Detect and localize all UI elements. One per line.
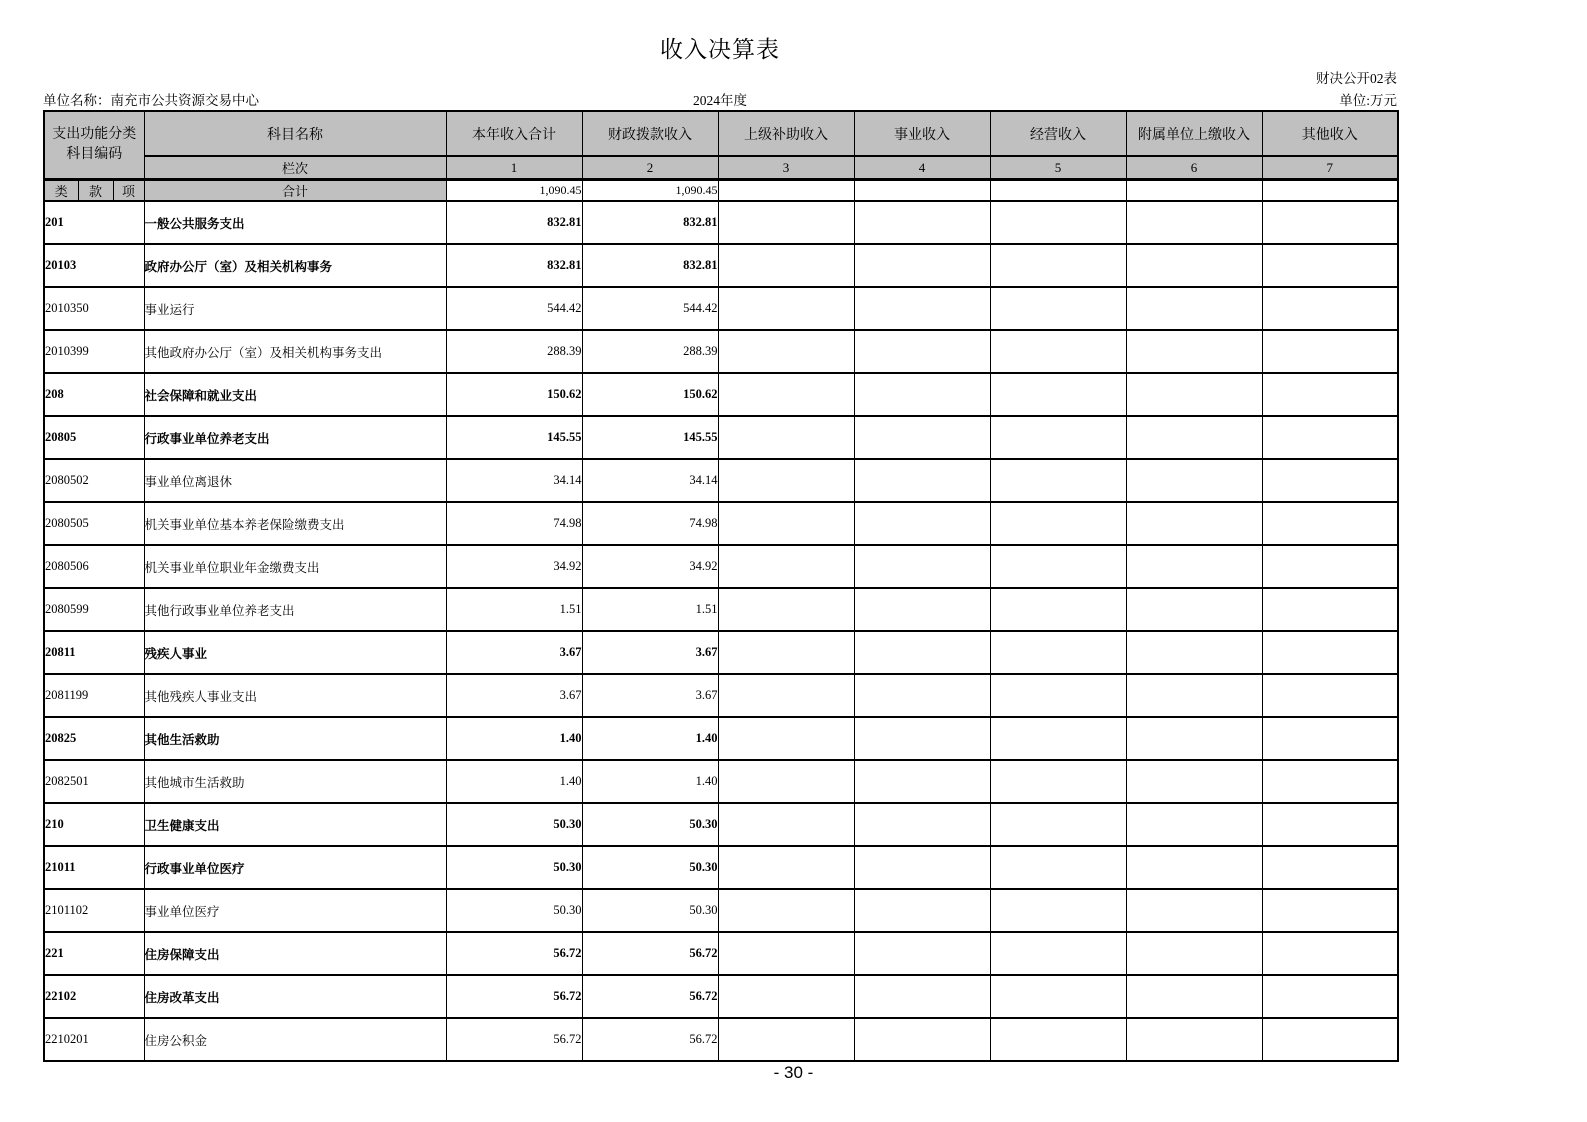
doc-code-label: 财决公开02表 (1316, 71, 1397, 86)
row-value-col4 (854, 502, 990, 545)
row-value-col2: 56.72 (582, 932, 718, 975)
row-subject-name: 残疾人事业 (144, 631, 446, 674)
row-value-col7 (1262, 330, 1398, 373)
row-subject-name: 其他生活救助 (144, 717, 446, 760)
row-value-col4 (854, 416, 990, 459)
header-col-business-income: 经营收入 (990, 111, 1126, 156)
row-value-col1: 56.72 (446, 975, 582, 1018)
row-value-col6 (1126, 932, 1262, 975)
row-value-col4 (854, 674, 990, 717)
row-value-col7 (1262, 459, 1398, 502)
row-value-col2: 832.81 (582, 244, 718, 287)
table-row (44, 932, 1398, 975)
row-value-col7 (1262, 416, 1398, 459)
header-col-total-income: 本年收入合计 (446, 111, 582, 156)
row-value-col3 (718, 674, 854, 717)
row-value-col2: 544.42 (582, 287, 718, 330)
header-code-column (44, 111, 144, 180)
revenue-final-accounts-table (43, 110, 1399, 1062)
row-value-col5 (990, 201, 1126, 244)
row-value-col5 (990, 674, 1126, 717)
header-col-subordinate-remittance: 附属单位上缴收入 (1126, 111, 1262, 156)
row-value-col4 (854, 846, 990, 889)
row-value-col3 (718, 416, 854, 459)
row-value-col6 (1126, 416, 1262, 459)
row-value-col7 (1262, 502, 1398, 545)
row-subject-name: 机关事业单位职业年金缴费支出 (144, 545, 446, 588)
col-number-7: 7 (1262, 156, 1398, 180)
row-value-col1: 145.55 (446, 416, 582, 459)
row-value-col5 (990, 244, 1126, 287)
table-row (44, 588, 1398, 631)
grand-total-col5 (990, 180, 1126, 202)
table-row (44, 674, 1398, 717)
page-number: - 30 - (773, 1063, 814, 1082)
row-value-col4 (854, 889, 990, 932)
row-value-col7 (1262, 588, 1398, 631)
row-value-col7 (1262, 373, 1398, 416)
row-code: 20103 (44, 244, 144, 287)
code-sub-kuan: 款 (78, 180, 113, 202)
row-value-col6 (1126, 674, 1262, 717)
row-value-col7 (1262, 201, 1398, 244)
row-value-col3 (718, 244, 854, 287)
row-value-col1: 1.40 (446, 760, 582, 803)
row-value-col6 (1126, 631, 1262, 674)
table-row (44, 287, 1398, 330)
row-subject-name: 其他残疾人事业支出 (144, 674, 446, 717)
row-value-col1: 50.30 (446, 803, 582, 846)
row-value-col5 (990, 502, 1126, 545)
row-value-col3 (718, 760, 854, 803)
row-code: 2010399 (44, 330, 144, 373)
row-value-col6 (1126, 545, 1262, 588)
row-subject-name: 其他政府办公厅（室）及相关机构事务支出 (144, 330, 446, 373)
row-code: 2101102 (44, 889, 144, 932)
row-value-col4 (854, 459, 990, 502)
row-value-col1: 832.81 (446, 201, 582, 244)
row-value-col6 (1126, 201, 1262, 244)
row-value-col2: 832.81 (582, 201, 718, 244)
row-value-col6 (1126, 846, 1262, 889)
row-code: 2010350 (44, 287, 144, 330)
grand-total-col2: 1,090.45 (582, 180, 718, 202)
row-value-col2: 3.67 (582, 674, 718, 717)
row-value-col4 (854, 717, 990, 760)
table-row (44, 975, 1398, 1018)
row-value-col6 (1126, 287, 1262, 330)
row-value-col2: 288.39 (582, 330, 718, 373)
row-value-col2: 74.98 (582, 502, 718, 545)
row-code: 20805 (44, 416, 144, 459)
row-value-col1: 288.39 (446, 330, 582, 373)
row-subject-name: 社会保障和就业支出 (144, 373, 446, 416)
row-value-col7 (1262, 846, 1398, 889)
unit-name-label: 单位名称：南充市公共资源交易中心 (43, 93, 259, 108)
row-value-col5 (990, 459, 1126, 502)
row-value-col7 (1262, 674, 1398, 717)
row-code: 208 (44, 373, 144, 416)
row-subject-name: 机关事业单位基本养老保险缴费支出 (144, 502, 446, 545)
row-code: 2080599 (44, 588, 144, 631)
grand-total-col1: 1,090.45 (446, 180, 582, 202)
row-value-col1: 50.30 (446, 889, 582, 932)
row-value-col1: 3.67 (446, 631, 582, 674)
row-value-col6 (1126, 760, 1262, 803)
table-row (44, 631, 1398, 674)
row-code: 2080506 (44, 545, 144, 588)
row-value-col6 (1126, 244, 1262, 287)
table-row (44, 502, 1398, 545)
row-value-col3 (718, 588, 854, 631)
row-value-col7 (1262, 631, 1398, 674)
row-value-col7 (1262, 244, 1398, 287)
row-subject-name: 行政事业单位医疗 (144, 846, 446, 889)
row-value-col5 (990, 846, 1126, 889)
row-value-col6 (1126, 889, 1262, 932)
row-value-col1: 150.62 (446, 373, 582, 416)
row-value-col1: 50.30 (446, 846, 582, 889)
row-value-col1: 56.72 (446, 1018, 582, 1061)
grand-total-col4 (854, 180, 990, 202)
row-value-col5 (990, 588, 1126, 631)
row-value-col1: 544.42 (446, 287, 582, 330)
header-row-titles (44, 111, 1398, 156)
col-number-6: 6 (1126, 156, 1262, 180)
grand-total-label: 合计 (144, 180, 446, 202)
header-col-operational-income: 事业收入 (854, 111, 990, 156)
row-value-col1: 3.67 (446, 674, 582, 717)
row-subject-name: 其他行政事业单位养老支出 (144, 588, 446, 631)
header-code-line2: 科目编码 (66, 147, 123, 162)
row-value-col3 (718, 631, 854, 674)
header-code-line1: 支出功能分类 (52, 126, 137, 142)
row-subject-name: 事业单位医疗 (144, 889, 446, 932)
row-value-col7 (1262, 932, 1398, 975)
row-subject-name: 一般公共服务支出 (144, 201, 446, 244)
row-value-col2: 50.30 (582, 846, 718, 889)
code-sub-lei: 类 (44, 180, 78, 202)
row-value-col5 (990, 1018, 1126, 1061)
table-row (44, 416, 1398, 459)
row-value-col1: 34.14 (446, 459, 582, 502)
row-subject-name: 住房改革支出 (144, 975, 446, 1018)
row-value-col7 (1262, 717, 1398, 760)
row-value-col6 (1126, 459, 1262, 502)
row-code: 2082501 (44, 760, 144, 803)
row-value-col7 (1262, 975, 1398, 1018)
row-value-col4 (854, 201, 990, 244)
row-code: 2210201 (44, 1018, 144, 1061)
row-value-col3 (718, 889, 854, 932)
lanci-label: 栏次 (144, 156, 446, 180)
row-value-col2: 50.30 (582, 889, 718, 932)
header-col-fiscal-appropriation: 财政拨款收入 (582, 111, 718, 156)
row-value-col7 (1262, 545, 1398, 588)
row-code: 22102 (44, 975, 144, 1018)
row-value-col2: 1.40 (582, 717, 718, 760)
row-value-col4 (854, 932, 990, 975)
row-value-col5 (990, 287, 1126, 330)
row-value-col3 (718, 975, 854, 1018)
table-row (44, 760, 1398, 803)
row-subject-name: 卫生健康支出 (144, 803, 446, 846)
row-code: 20811 (44, 631, 144, 674)
row-value-col5 (990, 975, 1126, 1018)
row-value-col6 (1126, 803, 1262, 846)
row-value-col2: 1.51 (582, 588, 718, 631)
row-value-col3 (718, 287, 854, 330)
table-row (44, 545, 1398, 588)
grand-total-col6 (1126, 180, 1262, 202)
row-subject-name: 事业运行 (144, 287, 446, 330)
header-subject-name: 科目名称 (144, 111, 446, 156)
table-row (44, 1018, 1398, 1061)
row-subject-name: 事业单位离退休 (144, 459, 446, 502)
row-value-col5 (990, 803, 1126, 846)
row-value-col3 (718, 932, 854, 975)
row-code: 2081199 (44, 674, 144, 717)
header-col-other-income: 其他收入 (1262, 111, 1398, 156)
row-value-col7 (1262, 1018, 1398, 1061)
row-value-col4 (854, 631, 990, 674)
table-row (44, 244, 1398, 287)
row-value-col3 (718, 373, 854, 416)
row-value-col1: 832.81 (446, 244, 582, 287)
row-subject-name: 行政事业单位养老支出 (144, 416, 446, 459)
code-sub-xiang: 项 (113, 180, 144, 202)
row-subject-name: 其他城市生活救助 (144, 760, 446, 803)
row-value-col2: 56.72 (582, 975, 718, 1018)
row-value-col6 (1126, 330, 1262, 373)
row-value-col4 (854, 244, 990, 287)
meta-row (43, 89, 1397, 107)
row-subject-name: 住房保障支出 (144, 932, 446, 975)
fiscal-year-label: 2024年度 (693, 93, 747, 108)
row-value-col4 (854, 330, 990, 373)
row-value-col2: 56.72 (582, 1018, 718, 1061)
row-value-col5 (990, 717, 1126, 760)
row-value-col5 (990, 330, 1126, 373)
row-value-col7 (1262, 760, 1398, 803)
row-value-col1: 56.72 (446, 932, 582, 975)
row-value-col3 (718, 717, 854, 760)
col-number-1: 1 (446, 156, 582, 180)
row-value-col4 (854, 545, 990, 588)
header-col-superior-subsidy: 上级补助收入 (718, 111, 854, 156)
row-value-col5 (990, 932, 1126, 975)
row-code: 201 (44, 201, 144, 244)
row-code: 221 (44, 932, 144, 975)
row-value-col1: 1.51 (446, 588, 582, 631)
row-value-col4 (854, 373, 990, 416)
row-code: 2080505 (44, 502, 144, 545)
row-value-col1: 1.40 (446, 717, 582, 760)
col-number-2: 2 (582, 156, 718, 180)
page-title: 收入决算表 (660, 37, 780, 62)
row-value-col4 (854, 1018, 990, 1061)
row-value-col3 (718, 846, 854, 889)
grand-total-row (44, 180, 1398, 202)
col-number-5: 5 (990, 156, 1126, 180)
row-value-col6 (1126, 1018, 1262, 1061)
row-value-col3 (718, 502, 854, 545)
row-value-col3 (718, 803, 854, 846)
row-value-col2: 1.40 (582, 760, 718, 803)
col-number-3: 3 (718, 156, 854, 180)
row-value-col3 (718, 201, 854, 244)
row-value-col1: 34.92 (446, 545, 582, 588)
row-value-col7 (1262, 803, 1398, 846)
row-value-col3 (718, 545, 854, 588)
row-value-col5 (990, 631, 1126, 674)
row-subject-name: 住房公积金 (144, 1018, 446, 1061)
row-value-col4 (854, 287, 990, 330)
row-value-col5 (990, 760, 1126, 803)
row-code: 21011 (44, 846, 144, 889)
row-code: 2080502 (44, 459, 144, 502)
row-value-col5 (990, 373, 1126, 416)
table-row (44, 889, 1398, 932)
row-value-col4 (854, 760, 990, 803)
row-code: 210 (44, 803, 144, 846)
row-value-col7 (1262, 287, 1398, 330)
row-value-col6 (1126, 717, 1262, 760)
col-number-4: 4 (854, 156, 990, 180)
row-value-col2: 34.92 (582, 545, 718, 588)
table-row (44, 846, 1398, 889)
row-value-col5 (990, 416, 1126, 459)
row-value-col2: 3.67 (582, 631, 718, 674)
table-row (44, 717, 1398, 760)
row-value-col3 (718, 330, 854, 373)
row-value-col6 (1126, 975, 1262, 1018)
row-value-col2: 50.30 (582, 803, 718, 846)
row-value-col2: 145.55 (582, 416, 718, 459)
row-value-col5 (990, 889, 1126, 932)
row-code: 20825 (44, 717, 144, 760)
table-row (44, 201, 1398, 244)
row-subject-name: 政府办公厅（室）及相关机构事务 (144, 244, 446, 287)
table-row (44, 373, 1398, 416)
header-row-column-index (44, 156, 1398, 180)
row-value-col6 (1126, 373, 1262, 416)
row-value-col7 (1262, 889, 1398, 932)
row-value-col4 (854, 975, 990, 1018)
row-value-col5 (990, 545, 1126, 588)
grand-total-col7 (1262, 180, 1398, 202)
row-value-col3 (718, 1018, 854, 1061)
row-value-col4 (854, 588, 990, 631)
row-value-col6 (1126, 502, 1262, 545)
table-row (44, 803, 1398, 846)
row-value-col2: 150.62 (582, 373, 718, 416)
row-value-col6 (1126, 588, 1262, 631)
row-value-col4 (854, 803, 990, 846)
grand-total-col3 (718, 180, 854, 202)
unit-of-measure-label: 单位:万元 (1339, 93, 1397, 108)
row-value-col3 (718, 459, 854, 502)
row-value-col1: 74.98 (446, 502, 582, 545)
table-row (44, 330, 1398, 373)
row-value-col2: 34.14 (582, 459, 718, 502)
table-row (44, 459, 1398, 502)
